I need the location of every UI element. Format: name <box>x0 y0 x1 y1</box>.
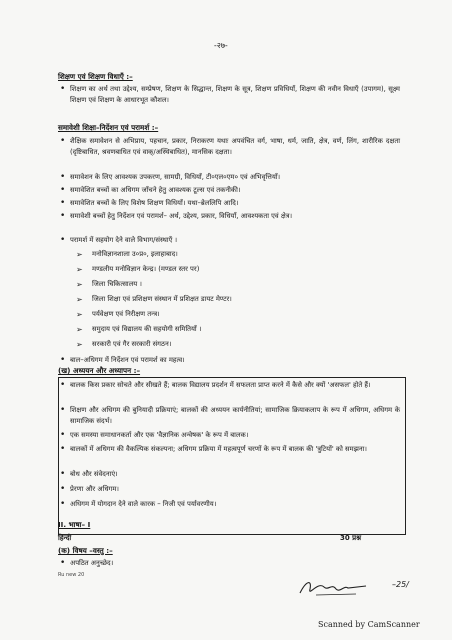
sub-list-item: ➢ मनोविज्ञानशाला उ०प्र०, इलाहाबाद। <box>92 249 402 260</box>
section-heading-inclusive: समावेशी शिक्षा–निर्देशन एवं परामर्श :– <box>58 123 159 132</box>
section-heading-teaching: शिक्षण एवं शिक्षण विधाएँ :– <box>58 72 133 81</box>
section-box <box>58 377 406 535</box>
list-item: • अधिगम में योगदान देने वाले कारक – निजी एवं पर्यावरणीय। <box>70 499 400 510</box>
list-item: • शिक्षण और अधिगम की बुनियादी प्रक्रियाएं; बालकों की अध्ययन कार्यनीतियां; सामाजिक क्रियाकलाप के रूप में अधिगम, अधिगम के सामाजिक संदर्भ। <box>70 405 400 427</box>
section-heading-study-teaching: (ख) अध्ययन और अध्यापन :– <box>58 366 141 375</box>
signature-date: –25/ <box>392 580 409 589</box>
list-item: • बोध और संवेदनाएं। <box>70 469 400 480</box>
sub-list-item: ➢ मण्डलीय मनोविज्ञान केन्द्र। (मण्डल स्तर पर) <box>92 264 402 275</box>
subject-label: हिन्दी <box>58 534 72 542</box>
subsection-heading-content: (क) विषय –वस्तु :– <box>58 546 113 555</box>
marks-label: 30 प्रश्न <box>340 534 362 542</box>
sub-list-item: ➢ सरकारी एवं गैर सरकारी संगठन। <box>92 339 402 350</box>
sub-list-item: ➢ जिला शिक्षा एवं प्रशिक्षण संस्थान में प्रशिक्षत डायट मेण्टर। <box>92 294 402 305</box>
list-item: • बालक किस प्रकार सोचते और सीखते हैं; बालक विद्यालय प्रदर्शन में सफलता प्राप्त करने में कैसे और क्यों 'असफल' होते हैं। <box>70 380 400 391</box>
list-item: • परामर्श में सहयोग देने वाले विभाग/संस्थाएँ । <box>70 235 400 246</box>
list-item: • अपठित अनुच्छेद। <box>70 558 270 569</box>
list-item: • समावेशित बच्चों के लिए विशेष शिक्षण विधियाँ। यथा–ब्रेललिपि आदि। <box>70 198 400 209</box>
section-heading-language: II. भाषा– I <box>58 520 91 529</box>
list-item: • शिक्षण का अर्थ तथा उद्देश्य, सम्प्रेषण, शिक्षण के सिद्धान्त, शिक्षण के सूत्र, शिक्षण प्रविधियाँ, शिक्षण की नवीन विधाएँ (उपागम), सूक्ष्म शिक्षण एवं शिक्षण के आधारभूत कौशल। <box>70 84 400 106</box>
margin-note: Ru new 20 <box>58 572 85 578</box>
sub-list-item: ➢ समुदाय एवं विद्यालय की सहयोगी समितियाँ । <box>92 324 402 335</box>
page-number: -२७- <box>214 41 228 50</box>
list-item: • एक समस्या समाधानकर्ता और एक 'वैज्ञानिक अन्वेषक' के रूप में बालक। <box>70 430 400 441</box>
sub-list-item: ➢ पर्यवेक्षण एवं निरीक्षण तन्त्र। <box>92 309 402 320</box>
sub-list-item: ➢ जिला चिकित्सालय । <box>92 279 402 290</box>
scanner-watermark: Scanned by CamScanner <box>318 620 420 629</box>
list-item: • बाल–अधिगम में निर्देशन एवं परामर्श का महत्व। <box>70 355 400 366</box>
list-item: • समावेशी बच्चों हेतु निर्देशन एवं परामर्श– अर्थ, उद्देश्य, प्रकार, विधियाँ, आवश्यकता एवं क्षेत्र। <box>70 211 400 222</box>
list-item: • समावेशित बच्चों का अधिगम जाँचने हेतु आवश्यक टूल्स एवं तकनीकी। <box>70 185 400 196</box>
list-item: • शैक्षिक समावेशन से अभिप्राय, पहचान, प्रकार, निराकरण यथाः अपवंचित वर्ग, भाषा, धर्म, जाति, क्षेत्र, वर्ण, लिंग, शारीरिक दक्षता (दृष्टिबाधित, श्रवणबाधित एवं वाक्/अस्थिबाधित), मानसिक दक्षता। <box>70 136 400 158</box>
list-item: • प्रेरणा और अधिगम। <box>70 484 400 495</box>
list-item: • बालकों में अधिगम की वैकल्पिक संकल्पना; अधिगम प्रक्रिया में महत्वपूर्ण चरणों के रूप में बालक की 'त्रुटियों' को समझना। <box>70 444 400 455</box>
list-item: • समावेशन के लिए आवश्यक उपकरण, सामग्री, विधियाँ, टी०एल०एम० एवं अभिवृत्तियाँ। <box>70 172 400 183</box>
